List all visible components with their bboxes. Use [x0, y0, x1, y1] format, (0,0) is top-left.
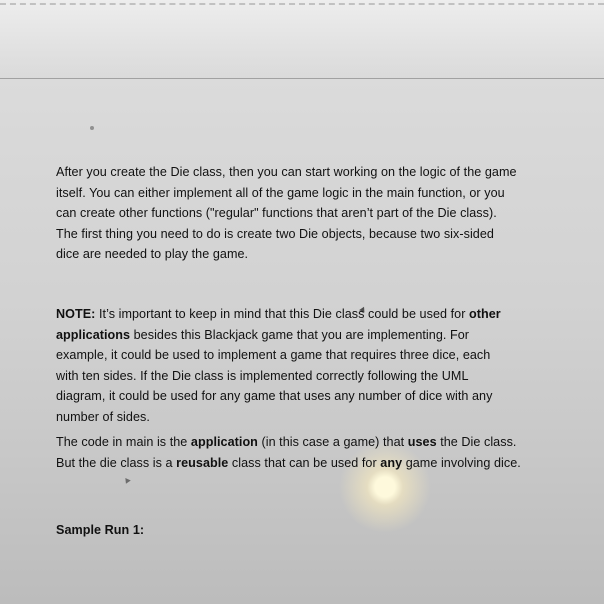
note-text: It’s important to keep in mind that this Die class could be used for [95, 307, 470, 321]
paragraph-line: The first thing you need to do is create two Die objects, because two six-sided [56, 226, 494, 241]
note-text: besides this Blackjack game that you are implementing. For [130, 327, 470, 342]
paragraph-line: number of sides. [56, 409, 150, 424]
emphasis-other: other [469, 307, 501, 321]
paragraph-line: After you create the Die class, then you can start working on the logic of the game [56, 165, 517, 179]
emphasis-any: any [380, 455, 403, 470]
paragraph-line: itself. You can either implement all of the game logic in the main function, or you [56, 185, 505, 200]
paragraph-text: class that can be used for [228, 455, 381, 470]
emphasis-uses: uses [407, 435, 437, 449]
top-dashed-border [0, 3, 604, 5]
document-top-band [0, 0, 604, 79]
paragraph-application-reuse [56, 432, 556, 473]
paragraph-text: (in this case a game) that [257, 435, 408, 449]
text-cursor-mark-secondary [123, 478, 131, 485]
paragraph-text: the Die class. [436, 435, 517, 449]
paragraph-line: example, it could be used to implement a game that requires three dice, each [56, 348, 491, 363]
emphasis-applications: applications [56, 327, 131, 342]
paragraph-line: dice are needed to play the game. [56, 247, 249, 262]
paragraph-note [56, 304, 556, 428]
paragraph-text: game involving dice. [402, 455, 521, 470]
paragraph-line [56, 304, 556, 325]
paragraph-die-class-logic [56, 162, 556, 265]
paragraph-line: with ten sides. If the Die class is implemented correctly following the UML [56, 368, 469, 383]
sample-run-heading: Sample Run 1: [56, 523, 145, 537]
paragraph-line [56, 432, 556, 453]
paragraph-line [56, 325, 556, 346]
paragraph-line: diagram, it could be used for any game that uses any number of dice with any [56, 389, 493, 404]
paragraph-text: But the die class is a [56, 455, 177, 470]
emphasis-application: application [190, 435, 258, 449]
paragraph-text: The code in main is the [56, 435, 191, 449]
paragraph-line [56, 453, 556, 474]
note-label: NOTE: [56, 307, 96, 321]
emphasis-reusable: reusable [176, 455, 229, 470]
document-page [0, 79, 604, 604]
paragraph-line: can create other functions ("regular" functions that aren’t part of the Die class). [56, 206, 497, 221]
